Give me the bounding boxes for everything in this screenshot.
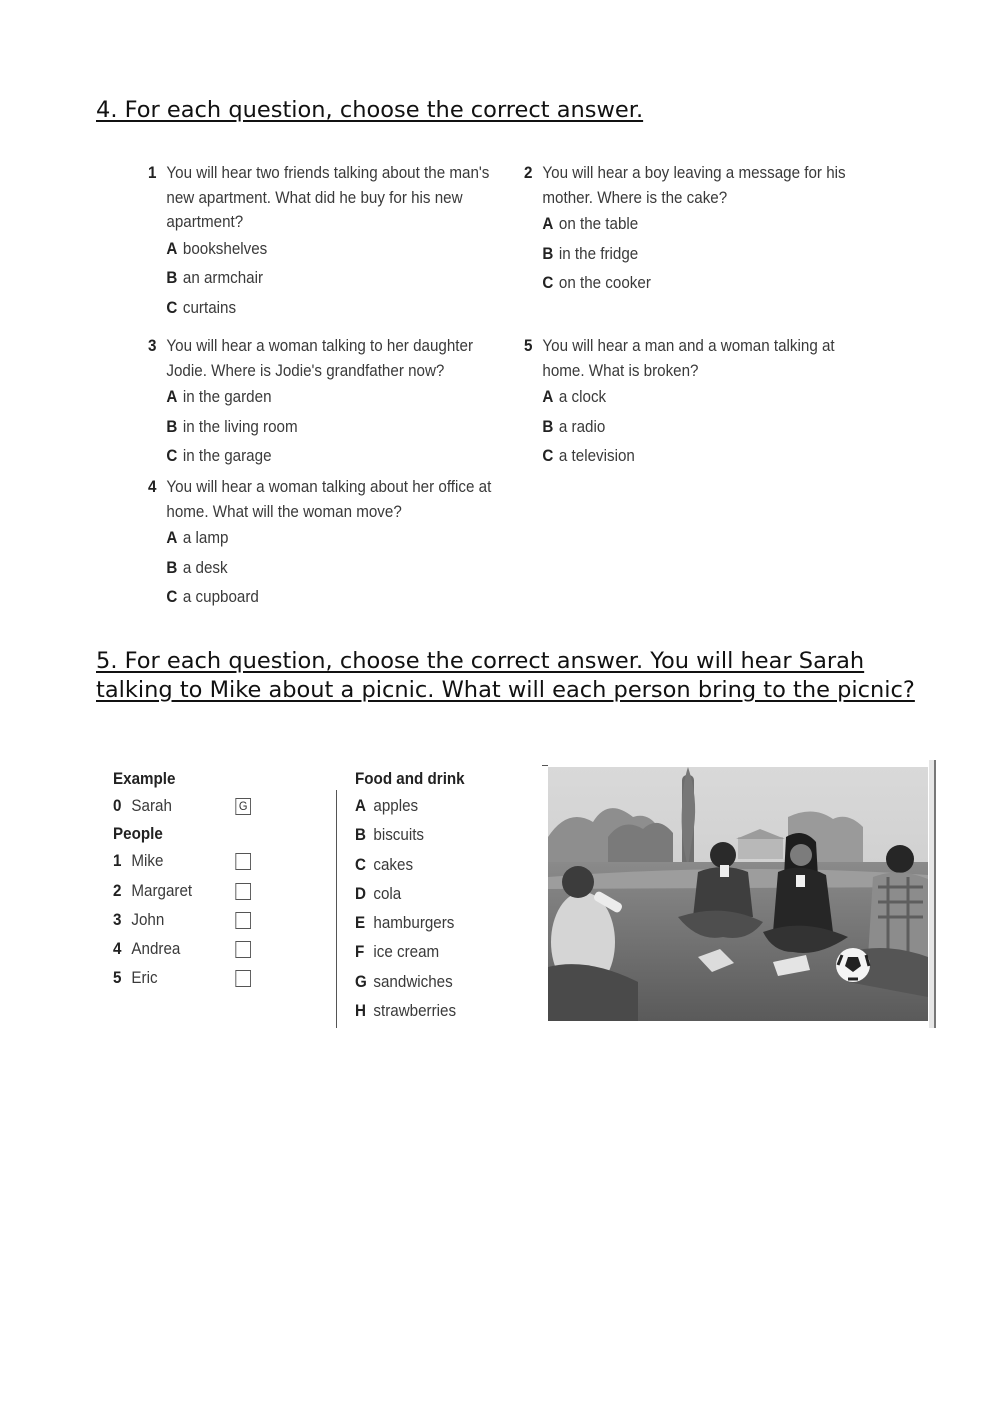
column-divider [336, 790, 337, 1028]
example-label: Example [113, 770, 176, 788]
option-text: a cupboard [182, 588, 259, 606]
option-letter: B [542, 417, 554, 436]
food-item [355, 851, 511, 880]
option-letter: A [542, 388, 554, 406]
food-text: cakes [373, 855, 414, 874]
row-number: 5 [113, 969, 122, 988]
answer-box[interactable] [235, 970, 251, 987]
option-text: a clock [558, 388, 607, 406]
option-b[interactable] [524, 413, 874, 443]
option-a[interactable] [148, 235, 507, 265]
question-text: You will hear a woman talking about her office at home. What will the woman move? [166, 478, 492, 521]
option-b[interactable] [148, 554, 507, 584]
question-stem [148, 475, 507, 524]
question-stem [148, 334, 507, 383]
food-text: biscuits [373, 826, 425, 845]
person-row [113, 906, 279, 935]
option-letter: A [166, 388, 178, 406]
food-letter: A [355, 797, 366, 815]
question-2 [524, 161, 874, 299]
people-column [113, 766, 279, 994]
option-a[interactable] [524, 210, 874, 240]
option-text: an armchair [182, 269, 264, 287]
question-number: 1 [148, 164, 157, 182]
person-name: Eric [131, 969, 158, 988]
food-item [355, 792, 511, 821]
option-c[interactable] [524, 269, 874, 299]
question-4 [148, 475, 507, 613]
option-letter: A [166, 239, 178, 258]
question-number: 5 [524, 337, 533, 355]
row-number: 3 [113, 910, 122, 929]
option-text: on the cooker [558, 274, 651, 292]
option-c[interactable] [524, 442, 874, 472]
picnic-photo [548, 767, 928, 1021]
option-text: a desk [182, 558, 228, 577]
food-text: strawberries [373, 1002, 457, 1021]
food-letter: B [355, 826, 366, 845]
answer-box[interactable] [235, 883, 251, 900]
food-text: sandwiches [373, 972, 453, 991]
answer-box[interactable] [235, 912, 251, 929]
section-5-heading: 5. For each question, choose the correct answer. You will hear Sarah talking to Mike about a picnic. What will each person bring to the picnic? [96, 648, 915, 703]
example-row [113, 792, 279, 821]
food-letter: H [355, 1002, 366, 1021]
row-number: 0 [113, 797, 122, 815]
answer-box: G [235, 798, 251, 815]
row-number: 4 [113, 940, 122, 959]
question-stem [524, 161, 874, 210]
photo-frame-line [542, 765, 548, 766]
option-b[interactable] [148, 413, 507, 443]
food-letter: G [355, 972, 367, 991]
photo-frame-edge [929, 760, 936, 1028]
option-b[interactable] [148, 264, 507, 294]
answer-box[interactable] [235, 853, 251, 870]
answer-box[interactable] [235, 941, 251, 958]
person-row [113, 964, 279, 993]
row-number: 2 [113, 881, 122, 900]
question-3 [148, 334, 507, 472]
option-letter: B [166, 417, 178, 436]
option-a[interactable] [148, 524, 507, 554]
option-text: a radio [558, 417, 606, 436]
food-text: apples [373, 797, 419, 815]
person-name: Margaret [131, 881, 193, 900]
question-text: You will hear a boy leaving a message for his mother. Where is the cake? [542, 164, 846, 207]
food-text: ice cream [373, 943, 440, 962]
food-item [355, 938, 511, 967]
person-name: Mike [131, 852, 164, 871]
option-c[interactable] [148, 442, 507, 472]
people-label: People [113, 825, 163, 844]
question-1 [148, 161, 507, 323]
food-letter: E [355, 914, 366, 933]
section-4-heading: 4. For each question, choose the correct answer. [96, 97, 644, 123]
option-letter: A [542, 215, 554, 233]
food-letter: D [355, 884, 366, 903]
question-5 [524, 334, 874, 472]
question-number: 3 [148, 337, 157, 355]
food-letter: C [355, 855, 366, 874]
option-letter: C [166, 298, 178, 317]
option-letter: B [166, 558, 178, 577]
question-text: You will hear two friends talking about the man's new apartment. What did he buy for his new apartment? [166, 164, 490, 231]
option-letter: C [166, 588, 178, 606]
option-letter: C [542, 447, 554, 465]
option-text: a television [558, 447, 635, 465]
row-number: 1 [113, 852, 122, 871]
option-letter: B [166, 269, 178, 287]
person-row [113, 847, 279, 876]
food-item [355, 997, 511, 1026]
option-a[interactable] [524, 383, 874, 413]
person-name: Andrea [131, 940, 181, 959]
option-text: in the garage [182, 447, 272, 465]
person-name: John [131, 910, 165, 929]
question-number: 2 [524, 164, 533, 182]
option-a[interactable] [148, 383, 507, 413]
question-stem [148, 161, 507, 235]
food-item [355, 821, 511, 850]
option-b[interactable] [524, 240, 874, 270]
option-letter: C [542, 274, 554, 292]
option-text: in the fridge [558, 244, 639, 263]
option-text: a lamp [182, 529, 229, 547]
option-text: in the garden [182, 388, 272, 406]
option-text: on the table [558, 215, 639, 233]
question-number: 4 [148, 478, 157, 496]
person-row [113, 877, 279, 906]
person-name: Sarah [131, 797, 172, 815]
food-column [355, 766, 511, 1026]
food-text: hamburgers [373, 914, 455, 933]
option-letter: A [166, 529, 178, 547]
food-item [355, 909, 511, 938]
option-letter: B [542, 244, 554, 263]
question-stem [524, 334, 874, 383]
question-text: You will hear a woman talking to her daughter Jodie. Where is Jodie's grandfather now? [166, 337, 474, 380]
option-text: bookshelves [182, 239, 268, 258]
option-letter: C [166, 447, 178, 465]
food-letter: F [355, 943, 365, 962]
option-c[interactable] [148, 583, 507, 613]
option-text: curtains [182, 298, 237, 317]
option-c[interactable] [148, 294, 507, 324]
food-item [355, 880, 511, 909]
food-text: cola [373, 884, 402, 903]
option-text: in the living room [182, 417, 298, 436]
person-row [113, 935, 279, 964]
food-label: Food and drink [355, 770, 465, 788]
food-item [355, 968, 511, 997]
question-text: You will hear a man and a woman talking at home. What is broken? [542, 337, 835, 380]
